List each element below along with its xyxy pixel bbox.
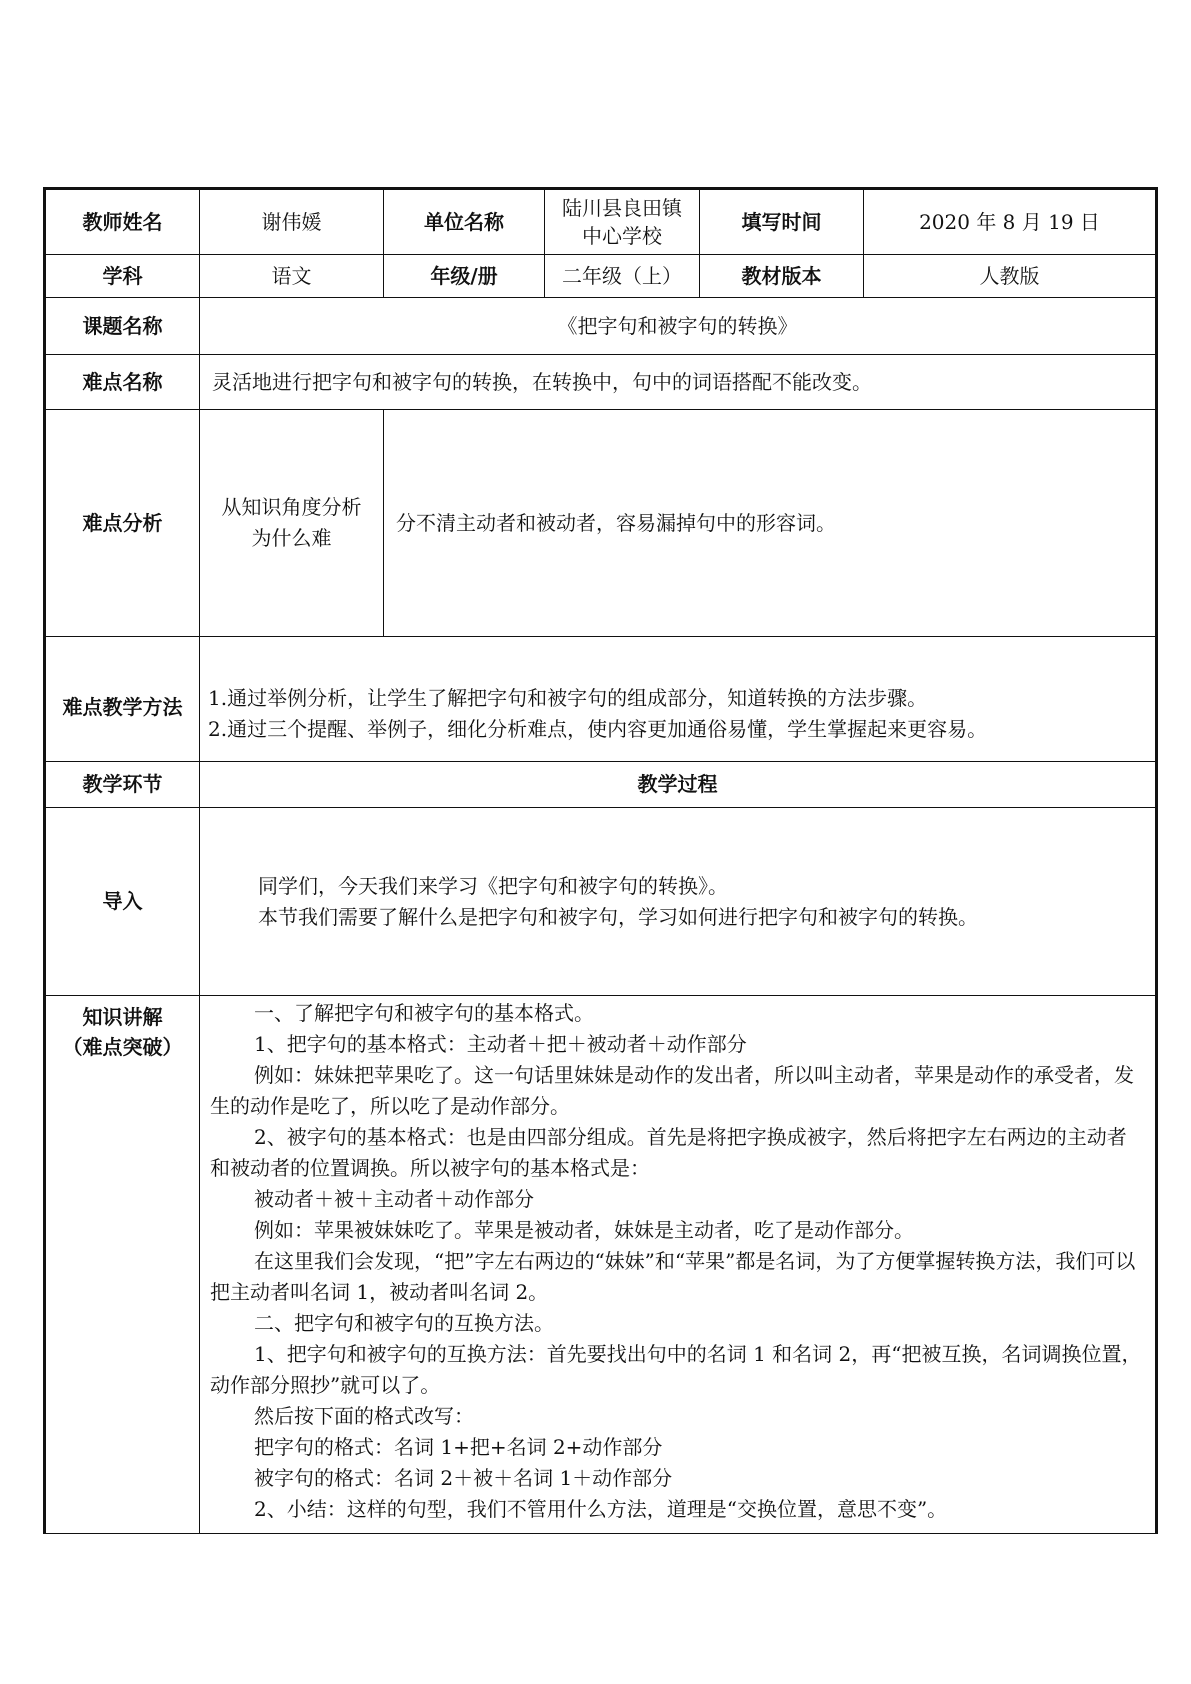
knowledge-paragraph: 二、把字句和被字句的互换方法。 [254, 1311, 554, 1335]
knowledge-paragraph: 被动者＋被＋主动者＋动作部分 [254, 1187, 534, 1211]
difficulty-value: 灵活地进行把字句和被字句的转换，在转换中，句中的词语搭配不能改变。 [200, 355, 1157, 410]
knowledge-label-line-2: （难点突破） [62, 1035, 183, 1059]
knowledge-row [45, 996, 1157, 1534]
topic-value: 《把字句和被字句的转换》 [200, 298, 1157, 355]
fill-date-value: 2020 年 8 月 19 日 [864, 189, 1157, 255]
knowledge-paragraph: 1、把字句的基本格式：主动者＋把＋被动者＋动作部分 [254, 1032, 747, 1056]
intro-content [200, 808, 1157, 996]
intro-label: 导入 [45, 808, 200, 996]
knowledge-paragraph: 例如：妹妹把苹果吃了。这一句话里妹妹是动作的发出者，所以叫主动者，苹果是动作的承受者，发生的动作是吃了，所以吃了是动作部分。 [210, 1063, 1134, 1118]
difficulty-row [45, 355, 1157, 410]
intro-line-2: 本节我们需要了解什么是把字句和被字句，学习如何进行把字句和被字句的转换。 [258, 904, 978, 929]
grade-value: 二年级（上） [545, 255, 700, 298]
analysis-sub-label: 从知识角度分析为什么难 [200, 410, 384, 637]
knowledge-label [45, 996, 200, 1534]
topic-label: 课题名称 [45, 298, 200, 355]
analysis-value: 分不清主动者和被动者，容易漏掉句中的形容词。 [384, 410, 1157, 637]
topic-row [45, 298, 1157, 355]
stage-label: 教学环节 [45, 762, 200, 808]
analysis-row [45, 410, 1157, 637]
intro-line-1: 同学们，今天我们来学习《把字句和被字句的转换》。 [258, 873, 728, 898]
knowledge-paragraph: 2、被字句的基本格式：也是由四部分组成。首先是将把字换成被字，然后将把字左右两边的主动者和被动者的位置调换。所以被字句的基本格式是： [210, 1125, 1127, 1180]
edition-value: 人教版 [864, 255, 1157, 298]
knowledge-paragraph: 在这里我们会发现，“把”字左右两边的“妹妹”和“苹果”都是名词，为了方便掌握转换方法，我们可以把主动者叫名词 1，被动者叫名词 2。 [210, 1249, 1136, 1304]
method-label: 难点教学方法 [45, 637, 200, 762]
knowledge-label-line-1: 知识讲解 [82, 1005, 163, 1029]
grade-label: 年级/册 [384, 255, 545, 298]
knowledge-paragraph: 一、了解把字句和被字句的基本格式。 [254, 1001, 594, 1025]
teacher-name-label: 教师姓名 [45, 189, 200, 255]
method-row [45, 637, 1157, 762]
edition-label: 教材版本 [700, 255, 864, 298]
difficulty-label: 难点名称 [45, 355, 200, 410]
method-line-2: 2.通过三个提醒、举例子，细化分析难点，使内容更加通俗易懂，学生掌握起来更容易。 [208, 717, 988, 741]
teacher-name-value: 谢伟媛 [200, 189, 384, 255]
knowledge-content [200, 996, 1157, 1534]
header-row-2 [45, 255, 1157, 298]
knowledge-paragraph: 1、把字句和被字句的互换方法：首先要找出句中的名词 1 和名词 2，再“把被互换，名词调换位置，动作部分照抄”就可以了。 [210, 1342, 1142, 1397]
unit-name-label: 单位名称 [384, 189, 545, 255]
knowledge-paragraph: 被字句的格式：名词 2＋被＋名词 1＋动作部分 [254, 1466, 673, 1490]
knowledge-paragraph: 然后按下面的格式改写： [254, 1404, 474, 1428]
knowledge-paragraph: 把字句的格式：名词 1+把+名词 2+动作部分 [254, 1435, 663, 1459]
method-content [200, 637, 1157, 762]
lesson-plan-form [43, 187, 1155, 1534]
process-label: 教学过程 [200, 762, 1157, 808]
knowledge-paragraph: 2、小结：这样的句型，我们不管用什么方法，道理是“交换位置，意思不变”。 [254, 1497, 948, 1521]
subject-label: 学科 [45, 255, 200, 298]
header-row-1 [45, 189, 1157, 255]
intro-row [45, 808, 1157, 996]
analysis-label: 难点分析 [45, 410, 200, 637]
unit-name-value: 陆川县良田镇中心学校 [545, 189, 700, 255]
knowledge-paragraph: 例如：苹果被妹妹吃了。苹果是被动者，妹妹是主动者，吃了是动作部分。 [254, 1218, 914, 1242]
fill-date-label: 填写时间 [700, 189, 864, 255]
process-header-row [45, 762, 1157, 808]
lesson-plan-table [43, 187, 1158, 1534]
method-line-1: 1.通过举例分析，让学生了解把字句和被字句的组成部分，知道转换的方法步骤。 [208, 686, 928, 710]
subject-value: 语文 [200, 255, 384, 298]
